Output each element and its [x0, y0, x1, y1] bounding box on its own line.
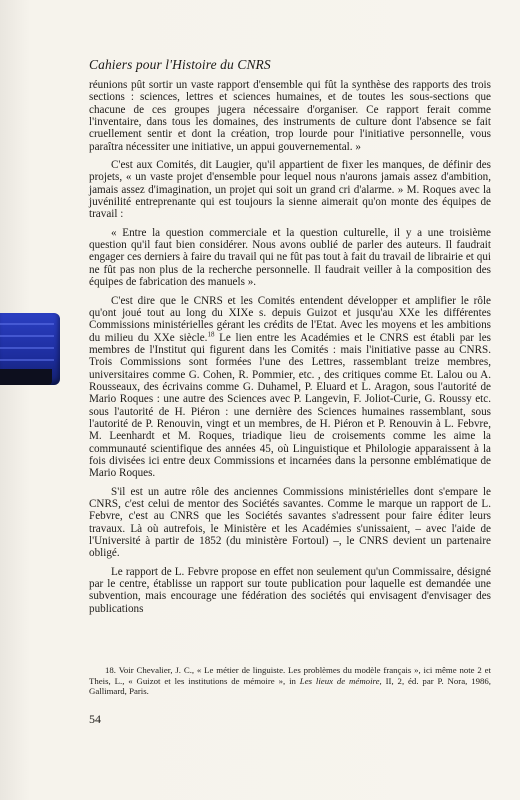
footnote-ref-18: 18 [207, 329, 215, 338]
paragraph-4 [89, 295, 491, 480]
paragraph-5: S'il est un autre rôle des anciennes Commissions ministérielles dont s'empare le CNRS, c'est celui de mentor des Sociétés savantes. Comme le marque un rapport de L. Febvre, c'est au CNRS que les Sociétés savantes s'adressent pour faire éditer leurs travaux. Là où autrefois, le Ministère et les Académies s'unissaient, – avec l'aide de l'Université à partir de 1852 (du ministère Fortoul) –, le CNRS devient un partenaire obligé. [89, 485, 491, 560]
paragraph-4-continued: Le lien entre les Académies et le CNRS est établi par les membres de l'Institut qui figurent dans les Comités : mais l'initiative passe au CNRS. Trois Commissions sont formées l'une des Lettres, rassemblant treize membres, universitaires comme G. Cohen, R. Pommier, etc. , des critiques comme Et. Lalou ou A. Rousseaux, des écrivains comme G. Duhamel, P. Eluard et L. Aragon, sous l'autorité de Mario Roques : une autre des Sciences avec P. Langevin, F. Joliot-Curie, G. Roussy etc. sous l'autorité de H. Piéron : une dernière des Sciences humaines rassemblant, sous l'autorité de P. Renouvin, vingt et un membres, de H. Piéron et P. Renouvin à L. Febvre, M. Leenhardt et M. Roques, triadique lieu de croisements comme les aime la communauté scientifique des années 45, où Linguistique et Philologie apparaissent à la fois divisées ici entre deux Commissions et incarnées dans la personne emblématique de Mario Roques. [89, 331, 491, 480]
paragraph-4-start: C'est dire que le CNRS et les Comités entendent développer et amplifier le rôle qu'ont joué tout au long du XIXe s. depuis Guizot et jusqu'au XXe les différentes Commissions ministérielles gérant les crédits de l'Etat. Avec les moyens et les ambitions du milieu du XXe siècle. [89, 294, 491, 344]
page-number: 54 [89, 712, 101, 726]
paragraph-2: C'est aux Comités, dit Laugier, qu'il appartient de fixer les manques, de définir des projets, « un vaste projet d'ensemble pour lequel nous n'aurons jamais assez d'ambition, jamais assez d'imagination, un projet qui soit un grand cri d'alarme. » M. Roques avec la juvénilité entreprenante qui est toujours la sienne aimerait qu'on monte des équipes de travail : [89, 159, 491, 221]
footnote-text-b: , II, 2, éd. par P. Nora, 1986, Gallimard, Paris. [89, 675, 491, 697]
footnote-text-a: Voir Chevalier, J. C., « Le métier de linguiste. Les problèmes du modèle français », ici même note 2 et Theis, L., « Guizot et les institutions de mémoire », in [89, 665, 491, 686]
footnotes [89, 665, 491, 697]
paragraph-6: Le rapport de L. Febvre propose en effet non seulement qu'un Commissaire, désigné par le centre, établisse un rapport sur toute publication pour laquelle est demandée une subvention, mais encourage une fédération des sociétés qui envisagent d'envisager des publications [89, 565, 491, 615]
blue-object-in-margin [0, 313, 60, 385]
footnote-number: 18. [105, 665, 116, 675]
paragraph-1: réunions pût sortir un vaste rapport d'ensemble qui fût la synthèse des rapports des trois sections : sciences, lettres et sciences humaines, et de toutes les sous-sections que chacune de ces groupes jugera nécessaire d'organiser. Ce rapport ferait comme l'inventaire, dans tous les domaines, des instruments de culture dont l'absence se fait cruellement sentir et dont la création, trop lourde pour l'initiative personnelle, vous paraîtra nécessiter une initiative, un appui gouvernemental. » [89, 79, 491, 153]
footnote-italic-title: Les lieux de mémoire [299, 675, 380, 686]
body-text [89, 79, 491, 621]
quote-paragraph: « Entre la question commerciale et la question culturelle, il y a une troisième question qu'il faut bien considérer. Nous avons oublié de parler des auteurs. Il faudrait engager ces derniers à faire du travail qui ne fût pas tout à fait du travail de librairie et qui ne fût pas non plus de la recherche personnelle. Il faudrait veiller à la composition des équipes de fabrication des manuels ». [89, 226, 491, 289]
running-header: Cahiers pour l'Histoire du CNRS [89, 57, 271, 72]
footnote-18 [89, 665, 491, 697]
